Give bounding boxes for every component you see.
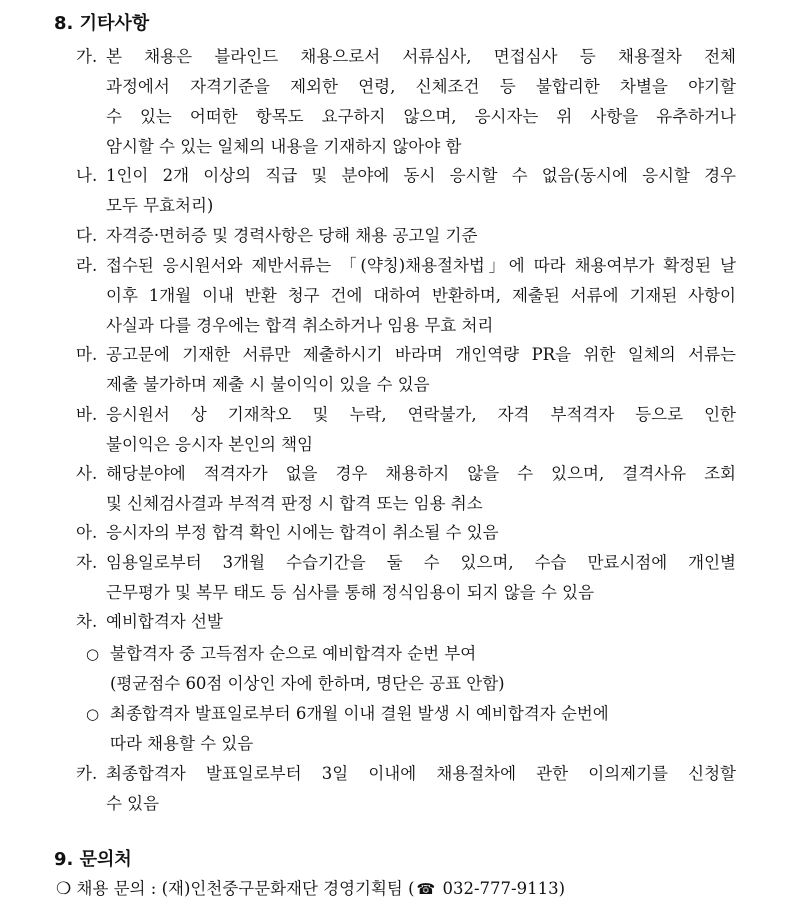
item-line: 해당분야에 적격자가 없을 경우 채용하지 않을 수 있으며, 결격사유 조회 — [106, 464, 736, 483]
item-line: 응시자의 부정 합격 확인 시에는 합격이 취소될 수 있음 — [106, 523, 499, 542]
item-marker: 자. — [76, 553, 98, 572]
item-line: 예비합격자 선발 — [106, 612, 223, 631]
item-line: 불합격자 중 고득점자 순으로 예비합격자 순번 부여 — [110, 644, 477, 663]
item-line: 근무평가 및 복무 태도 등 심사를 통해 정식임용이 되지 않을 수 있음 — [106, 583, 595, 602]
item-line: 이후 1개월 이내 반환 청구 건에 대하여 반환하며, 제출된 서류에 기재된 사항이 — [106, 286, 736, 305]
item-marker: 아. — [76, 523, 98, 542]
section-title-8: 8. 기타사항 — [54, 13, 150, 34]
item-line: 따라 채용할 수 있음 — [110, 734, 254, 753]
item-line: 자격증·면허증 및 경력사항은 당해 채용 공고일 기준 — [106, 226, 478, 245]
item-line: 암시할 수 있는 일체의 내용을 기재하지 않아야 함 — [106, 137, 462, 156]
item-line: (평균점수 60점 이상인 자에 한하며, 명단은 공표 안함) — [110, 674, 505, 693]
item-line: 수 있음 — [106, 794, 160, 813]
item-marker: 라. — [76, 256, 98, 275]
item-line: 임용일로부터 3개월 수습기간을 둘 수 있으며, 수습 만료시점에 개인별 — [106, 553, 736, 572]
circle-bullet-icon: ○ — [86, 645, 100, 663]
item-marker: 바. — [76, 405, 98, 424]
item-line: 본 채용은 블라인드 채용으로서 서류심사, 면접심사 등 채용절차 전체 — [106, 47, 736, 66]
item-marker: 카. — [76, 764, 98, 783]
item-line: 응시원서 상 기재착오 및 누락, 연락불가, 자격 부적격자 등으로 인한 — [106, 405, 736, 424]
item-line: 공고문에 기재한 서류만 제출하시기 바라며 개인역량 PR을 위한 일체의 서류는 — [106, 345, 736, 364]
contact-org: (재)인천중구문화재단 경영기획팀 — [161, 879, 403, 898]
contact-label: 채용 문의 : — [76, 879, 157, 898]
item-marker: 차. — [76, 612, 98, 631]
section-title-9: 9. 문의처 — [54, 849, 132, 870]
item-line: 사실과 다를 경우에는 합격 취소하거나 임용 무효 처리 — [106, 316, 494, 335]
circle-bullet-icon: ○ — [86, 705, 100, 723]
item-marker: 가. — [76, 47, 98, 66]
item-line: 수 있는 어떠한 항목도 요구하지 않으며, 응시자는 위 사항을 유추하거나 — [106, 107, 736, 126]
phone-icon: ☎ — [416, 880, 436, 898]
circle-bullet-icon: ❍ — [56, 879, 72, 899]
item-marker: 나. — [76, 166, 98, 185]
item-line: 불이익은 응시자 본인의 책임 — [106, 435, 314, 454]
item-line: 제출 불가하며 제출 시 불이익이 있을 수 있음 — [106, 375, 430, 394]
phone-number: 032-777-9113 — [442, 879, 559, 898]
item-line: 과정에서 자격기준을 제외한 연령, 신체조건 등 불합리한 차별을 야기할 — [106, 77, 736, 96]
item-line: 1인이 2개 이상의 직급 및 분야에 동시 응시할 수 없음(동시에 응시할 경우 — [106, 166, 736, 185]
contact-line: ❍ 채용 문의 : (재)인천중구문화재단 경영기획팀 ( ☎ 032-777-9113) — [56, 874, 565, 904]
item-line: 최종합격자 발표일로부터 6개월 이내 결원 발생 시 예비합격자 순번에 — [110, 704, 609, 723]
item-marker: 사. — [76, 464, 98, 483]
item-line: 및 신체검사결과 부적격 판정 시 합격 또는 임용 취소 — [106, 494, 483, 513]
item-marker: 다. — [76, 226, 98, 245]
item-line: 접수된 응시원서와 제반서류는 「(약칭)채용절차법」에 따라 채용여부가 확정된 날 — [106, 256, 736, 275]
item-line: 모두 무효처리) — [106, 196, 214, 215]
item-marker: 마. — [76, 345, 98, 364]
item-line: 최종합격자 발표일로부터 3일 이내에 채용절차에 관한 이의제기를 신청할 — [106, 764, 736, 783]
